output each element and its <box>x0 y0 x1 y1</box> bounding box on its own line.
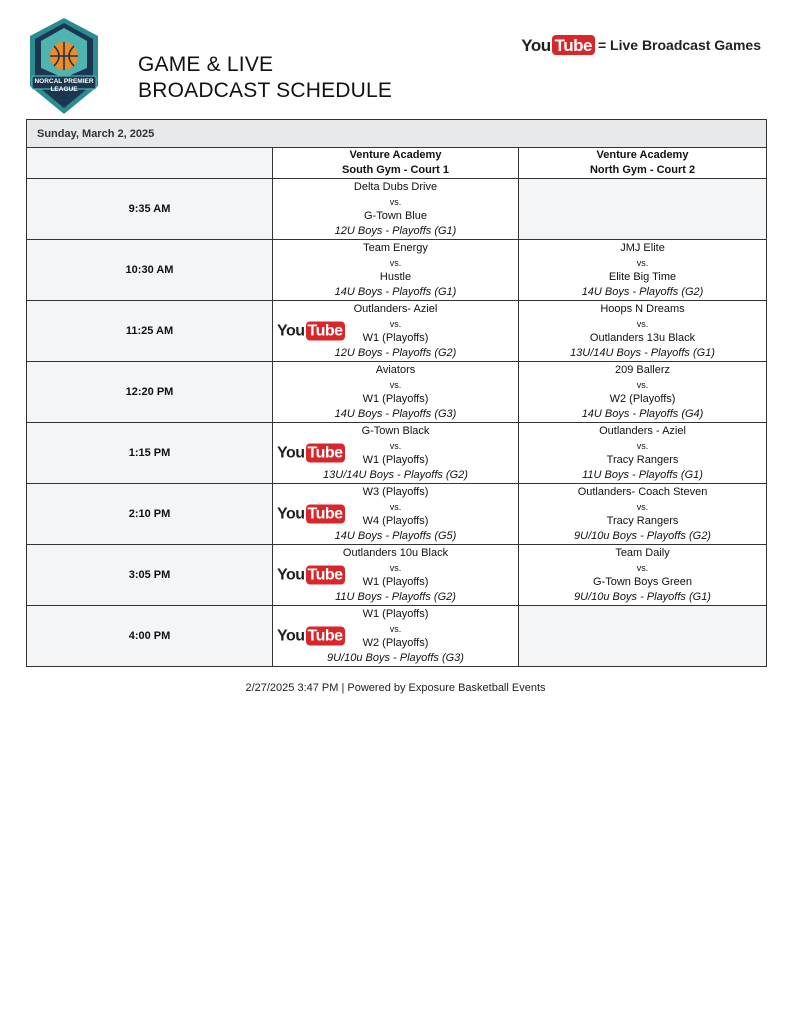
game-cell <box>273 179 519 240</box>
table-row <box>27 240 767 301</box>
table-row <box>27 606 767 667</box>
game-cell <box>273 301 519 362</box>
page-title <box>138 52 392 104</box>
court-2-venue: Venture Academy <box>596 149 689 161</box>
team-home: Team Energy <box>363 242 428 254</box>
vs-label: vs. <box>389 501 402 512</box>
team-away: Hustle <box>379 271 412 283</box>
time-slot: 3:05 PM <box>27 545 273 606</box>
table-row <box>27 484 767 545</box>
team-away: Tracy Rangers <box>606 515 679 527</box>
team-home: 209 Ballerz <box>614 364 671 376</box>
game-cell <box>519 301 767 362</box>
league-logo <box>26 16 102 116</box>
team-away: G-Town Blue <box>364 210 427 222</box>
court-header-2 <box>519 148 767 179</box>
team-away: Tracy Rangers <box>606 454 679 466</box>
vs-label: vs. <box>389 318 402 329</box>
vs-label: vs. <box>389 440 402 451</box>
time-slot: 10:30 AM <box>27 240 273 301</box>
youtube-broadcast-icon[interactable]: You Tube <box>277 505 343 523</box>
game-cell <box>273 606 519 667</box>
game-rows <box>27 179 767 667</box>
team-away: Outlanders 13u Black <box>589 332 696 344</box>
game-cell <box>273 423 519 484</box>
division-label: 14U Boys - Playoffs (G2) <box>581 285 704 298</box>
youtube-broadcast-icon[interactable]: You Tube <box>277 627 343 645</box>
division-label: 12U Boys - Playoffs (G2) <box>334 346 457 359</box>
division-label: 13U/14U Boys - Playoffs (G1) <box>570 346 715 359</box>
time-slot: 9:35 AM <box>27 179 273 240</box>
vs-label: vs. <box>389 623 402 634</box>
broadcast-legend <box>521 35 761 55</box>
game-cell <box>273 362 519 423</box>
time-slot: 11:25 AM <box>27 301 273 362</box>
vs-label: vs. <box>389 196 402 207</box>
team-away: W1 (Playoffs) <box>362 454 429 466</box>
vs-label: vs. <box>636 562 649 573</box>
team-home: Outlanders- Coach Steven <box>577 486 708 498</box>
title-line-2: BROADCAST SCHEDULE <box>138 79 393 102</box>
court-1-name: South Gym - Court 1 <box>342 164 449 176</box>
division-label: 9U/10u Boys - Playoffs (G2) <box>574 529 711 542</box>
logo-text: NORCAL PREMIER LEAGUE <box>34 78 94 93</box>
game-cell <box>273 545 519 606</box>
empty-game-cell <box>519 179 767 240</box>
time-slot: 2:10 PM <box>27 484 273 545</box>
team-away: W2 (Playoffs) <box>609 393 676 405</box>
time-slot: 12:20 PM <box>27 362 273 423</box>
division-label: 9U/10u Boys - Playoffs (G3) <box>327 651 464 664</box>
division-label: 14U Boys - Playoffs (G1) <box>334 285 457 298</box>
division-label: 9U/10u Boys - Playoffs (G1) <box>574 590 711 603</box>
team-home: Outlanders 10u Black <box>342 547 449 559</box>
vs-label: vs. <box>636 257 649 268</box>
header-corner <box>27 148 273 179</box>
court-1-venue: Venture Academy <box>349 149 442 161</box>
legend-text: = Live Broadcast Games <box>597 37 761 53</box>
division-label: 14U Boys - Playoffs (G3) <box>334 407 457 420</box>
team-home: Delta Dubs Drive <box>353 181 438 193</box>
vs-label: vs. <box>389 257 402 268</box>
court-header-1 <box>273 148 519 179</box>
team-away: W1 (Playoffs) <box>362 576 429 588</box>
game-cell <box>273 484 519 545</box>
game-cell <box>519 362 767 423</box>
schedule-table <box>26 119 767 667</box>
division-label: 13U/14U Boys - Playoffs (G2) <box>323 468 468 481</box>
game-cell <box>519 240 767 301</box>
team-away: W4 (Playoffs) <box>362 515 429 527</box>
court-header-row <box>27 148 767 179</box>
youtube-broadcast-icon[interactable]: You Tube <box>277 322 343 340</box>
footer-text: 2/27/2025 3:47 PM | Powered by Exposure Basketball Events <box>245 682 546 694</box>
division-label: 14U Boys - Playoffs (G4) <box>581 407 704 420</box>
team-away: W2 (Playoffs) <box>362 637 429 649</box>
table-row <box>27 545 767 606</box>
division-label: 11U Boys - Playoffs (G2) <box>335 590 456 603</box>
vs-label: vs. <box>636 501 649 512</box>
time-slot: 1:15 PM <box>27 423 273 484</box>
table-row <box>27 362 767 423</box>
game-cell <box>519 423 767 484</box>
table-row <box>27 423 767 484</box>
vs-label: vs. <box>389 562 402 573</box>
time-slot: 4:00 PM <box>27 606 273 667</box>
vs-label: vs. <box>389 379 402 390</box>
team-away: W1 (Playoffs) <box>362 393 429 405</box>
empty-game-cell <box>519 606 767 667</box>
team-home: Aviators <box>375 364 416 376</box>
table-row <box>27 301 767 362</box>
game-cell <box>519 545 767 606</box>
division-label: 12U Boys - Playoffs (G1) <box>334 224 457 237</box>
vs-label: vs. <box>636 318 649 329</box>
team-home: Outlanders - Aziel <box>599 425 686 437</box>
division-label: 14U Boys - Playoffs (G5) <box>334 529 457 542</box>
team-home: JMJ Elite <box>620 242 665 254</box>
team-away: G-Town Boys Green <box>592 576 693 588</box>
team-away: W1 (Playoffs) <box>362 332 429 344</box>
division-label: 11U Boys - Playoffs (G1) <box>582 468 703 481</box>
court-2-name: North Gym - Court 2 <box>589 164 696 176</box>
team-home: W1 (Playoffs) <box>362 608 429 620</box>
date-row <box>27 120 767 148</box>
game-cell <box>273 240 519 301</box>
team-home: G-Town Black <box>361 425 430 437</box>
youtube-broadcast-icon[interactable]: You Tube <box>277 444 343 462</box>
title-line-1: GAME & LIVE <box>138 53 274 76</box>
game-cell <box>519 484 767 545</box>
youtube-broadcast-icon[interactable]: You Tube <box>277 566 343 584</box>
schedule-date: Sunday, March 2, 2025 <box>27 120 767 148</box>
table-row <box>27 179 767 240</box>
vs-label: vs. <box>636 379 649 390</box>
youtube-logo-icon: You Tube <box>521 35 595 55</box>
vs-label: vs. <box>636 440 649 451</box>
team-home: Hoops N Dreams <box>600 303 685 315</box>
team-home: Outlanders- Aziel <box>353 303 438 315</box>
team-home: Team Daily <box>615 547 670 559</box>
team-away: Elite Big Time <box>608 271 677 283</box>
team-home: W3 (Playoffs) <box>362 486 429 498</box>
